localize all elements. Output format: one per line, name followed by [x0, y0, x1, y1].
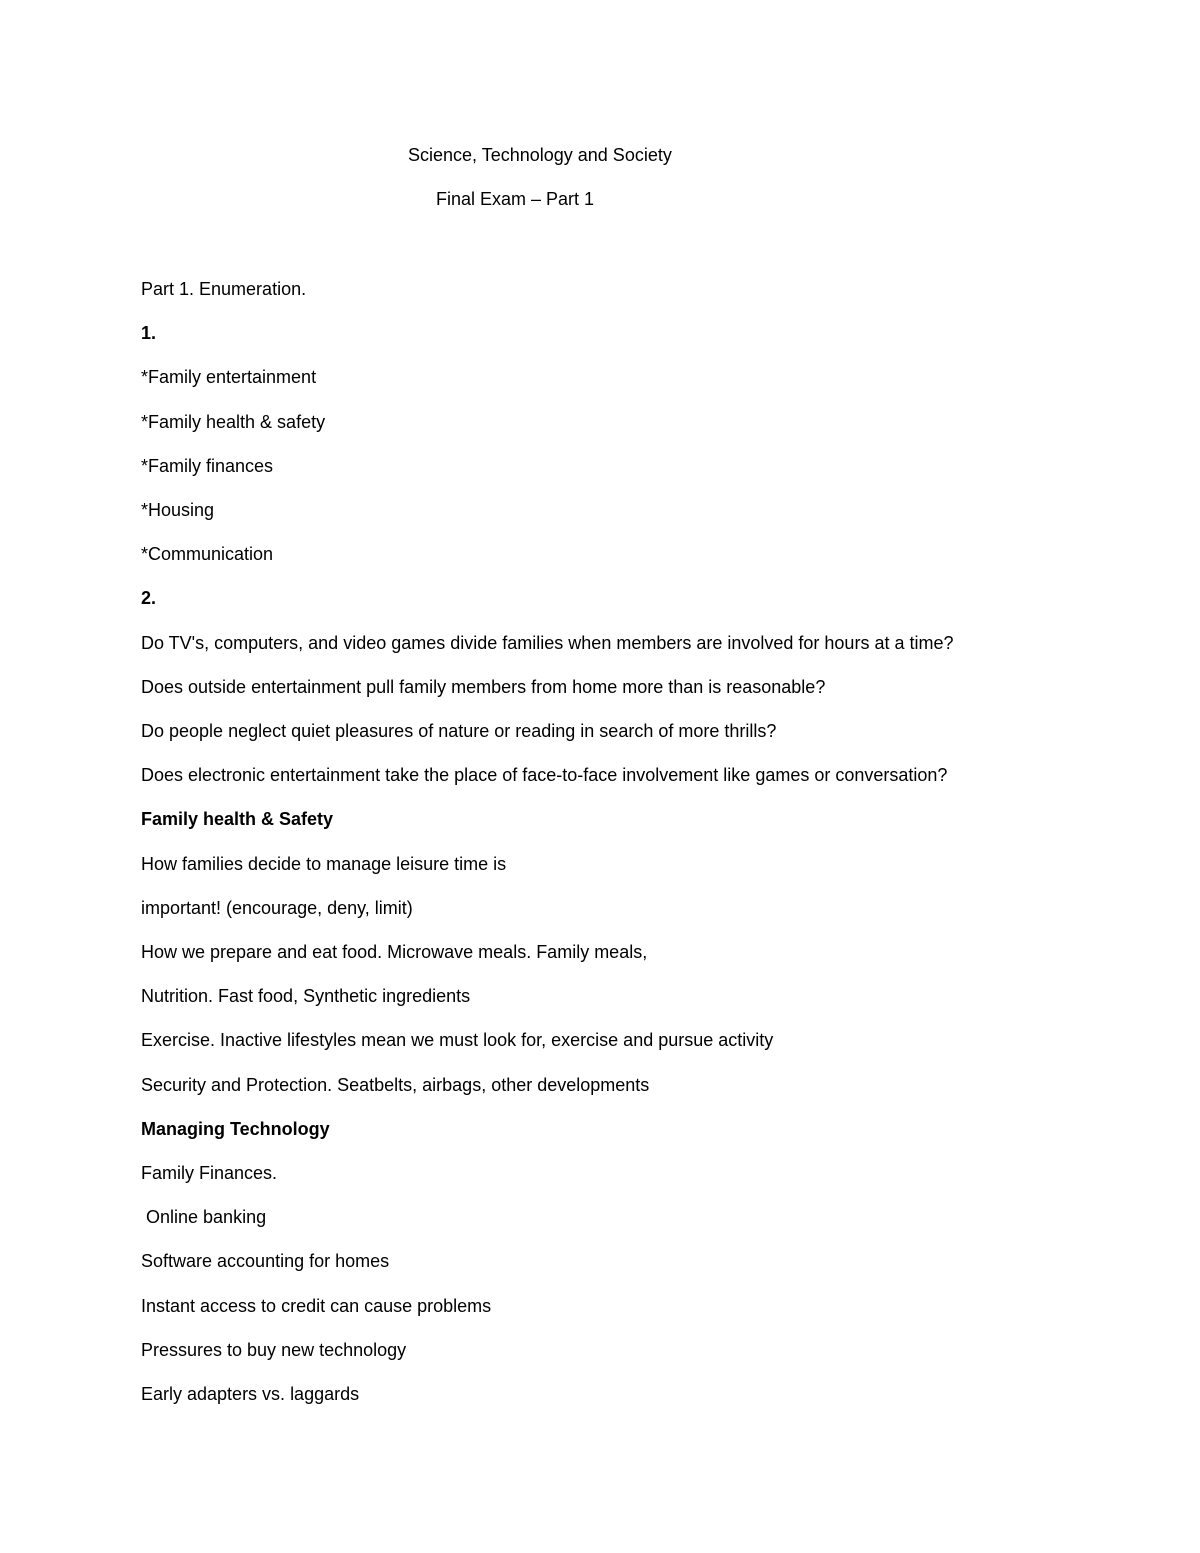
section-heading: 2. [141, 588, 157, 609]
section-heading: Family health & Safety [141, 809, 334, 830]
document-subtitle: Final Exam – Part 1 [436, 189, 595, 209]
text-line: *Communication [141, 544, 274, 565]
text-line: Instant access to credit can cause problems [141, 1295, 492, 1316]
text-line: Do people neglect quiet pleasures of nature or reading in search of more thrills? [141, 721, 777, 741]
text-line: Does outside entertainment pull family members from home more than is reasonable? [141, 676, 826, 697]
text-line: *Family health & safety [141, 411, 326, 432]
text-line: Part 1. Enumeration. [141, 279, 307, 299]
text-line: Early adapters vs. laggards [141, 1384, 360, 1404]
text-line: *Housing [141, 500, 215, 520]
text-line: How families decide to manage leisure time is [141, 853, 507, 874]
text-line: Family Finances. [141, 1163, 278, 1183]
text-line: Exercise. Inactive lifestyles mean we must look for, exercise and pursue activity [141, 1030, 774, 1051]
text-line: *Family finances [141, 455, 274, 476]
text-line: Software accounting for homes [141, 1251, 390, 1272]
text-line: *Family entertainment [141, 367, 317, 388]
text-line: How we prepare and eat food. Microwave meals. Family meals, [141, 942, 648, 962]
text-line: Online banking [141, 1207, 267, 1228]
section-heading: Managing Technology [141, 1118, 330, 1139]
text-line: Does electronic entertainment take the place of face-to-face involvement like games or conversation? [141, 765, 948, 786]
text-line: Security and Protection. Seatbelts, airbags, other developments [141, 1074, 650, 1095]
text-line: Nutrition. Fast food, Synthetic ingredients [141, 986, 471, 1007]
section-heading: 1. [141, 323, 157, 344]
text-line: Pressures to buy new technology [141, 1339, 407, 1360]
text-line: important! (encourage, deny, limit) [141, 897, 413, 918]
text-line: Do TV's, computers, and video games divide families when members are involved for hours at a time? [141, 632, 954, 653]
document-title: Science, Technology and Society [408, 145, 672, 165]
